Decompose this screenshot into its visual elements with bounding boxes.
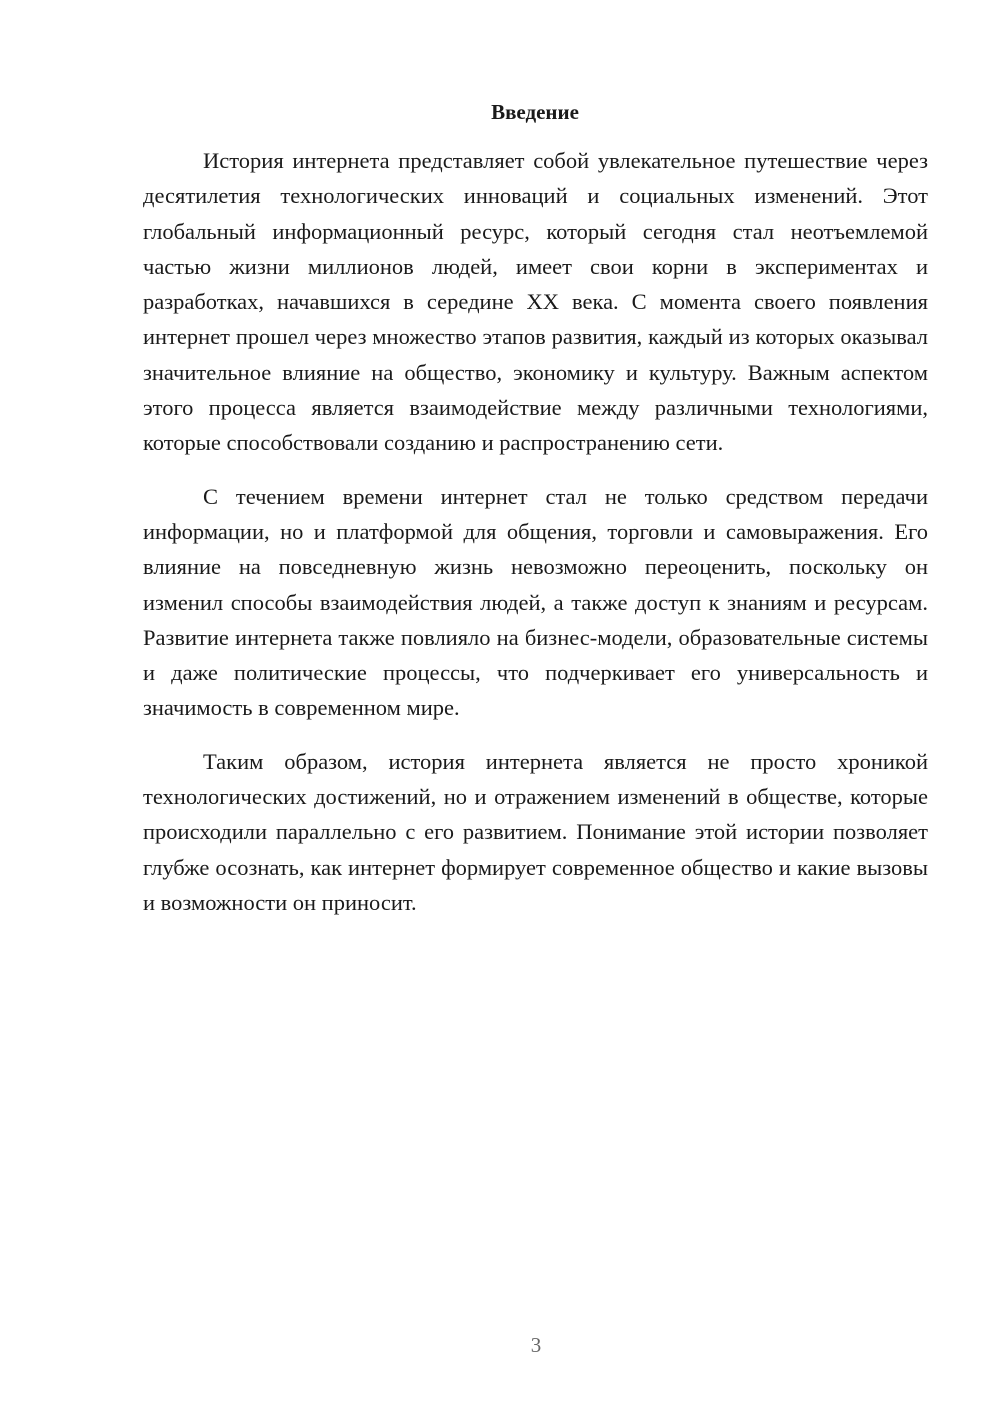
page-title: Введение bbox=[491, 100, 579, 124]
paragraph-1: История интернета представляет собой увлекательное путешествие через десятилетия технологических инноваций и социальных изменений. Этот глобальный информационный ресурс, который сегодня стал неотъемлемой частью жизни миллионов людей, имеет свои корни в экспериментах и разработках, начавшихся в середине XX века. С момента своего появления интернет прошел через множество этапов развития, каждый из которых оказывал значительное влияние на общество, экономику и культуру. Важным аспектом этого процесса является взаимодействие между различными технологиями, которые способствовали созданию и распространению сети. bbox=[143, 148, 928, 456]
paragraph-3: Таким образом, история интернета является не просто хроникой технологических достижений, но и отражением изменений в обществе, которые происходили параллельно с его развитием. Понимание этой истории позволяет глубже осознать, как интернет формирует современное общество и какие вызовы и возможности он приносит. bbox=[143, 748, 928, 915]
paragraph-2: С течением времени интернет стал не только средством передачи информации, но и платформой для общения, торговли и самовыражения. Его влияние на повседневную жизнь невозможно переоценить, поскольку он изменил способы взаимодействия людей, а также доступ к знаниям и ресурсам. Развитие интернета также повлияло на бизнес-модели, образовательные системы и даже политические процессы, что подчеркивает его универсальность и значимость в современном мире. bbox=[143, 483, 928, 721]
page-number: 3 bbox=[530, 1333, 542, 1357]
body-text bbox=[143, 143, 928, 938]
